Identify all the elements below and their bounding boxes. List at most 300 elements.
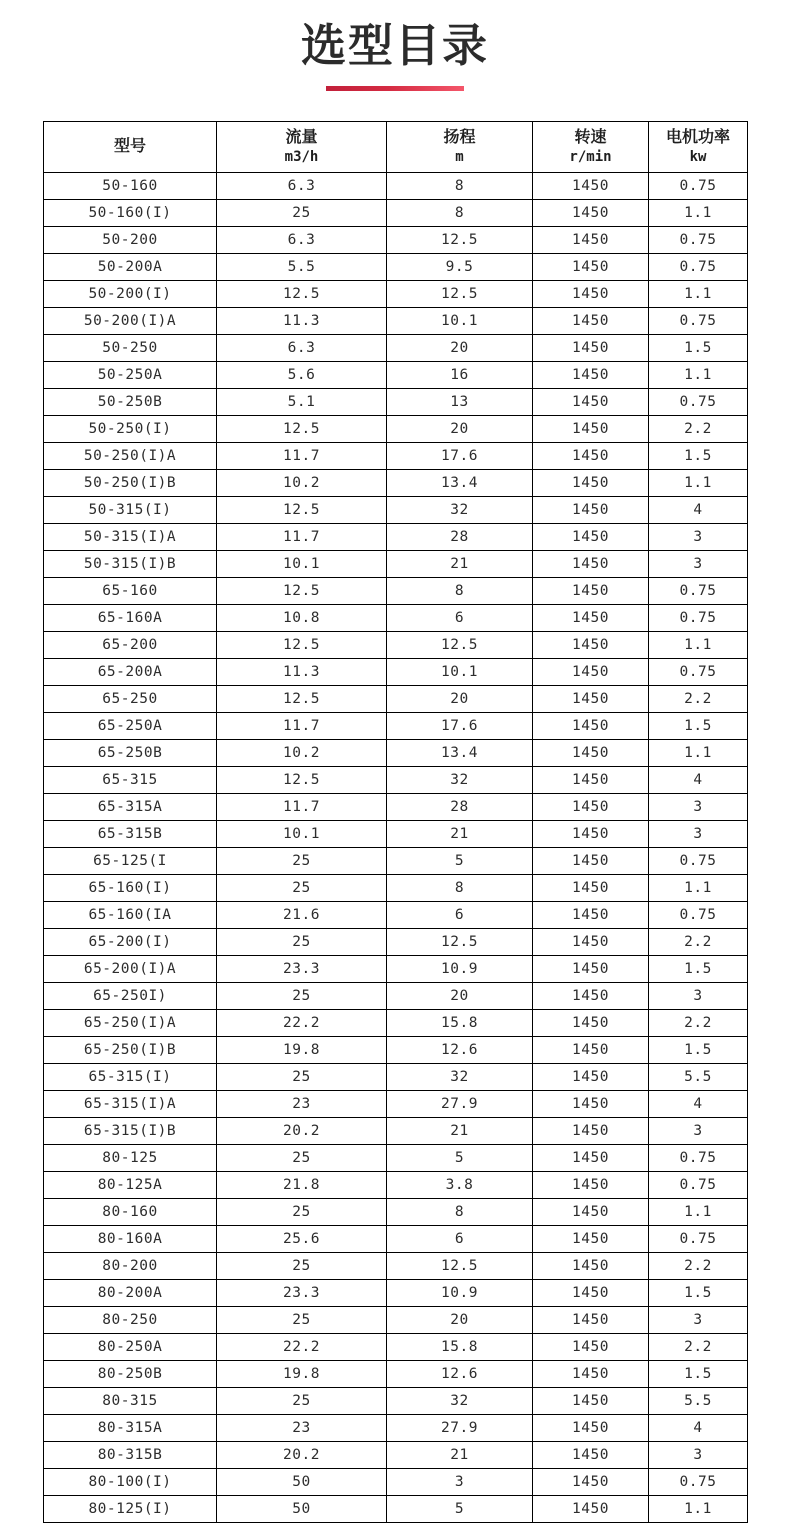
head-cell: 20 bbox=[387, 686, 533, 713]
head-cell: 12.6 bbox=[387, 1361, 533, 1388]
power-cell: 1.1 bbox=[649, 281, 748, 308]
power-cell: 0.75 bbox=[649, 1226, 748, 1253]
speed-cell: 1450 bbox=[533, 740, 649, 767]
head-cell: 10.1 bbox=[387, 308, 533, 335]
head-cell: 21 bbox=[387, 1118, 533, 1145]
flow-cell: 11.7 bbox=[217, 713, 387, 740]
flow-cell: 11.7 bbox=[217, 794, 387, 821]
flow-cell: 23 bbox=[217, 1091, 387, 1118]
power-cell: 3 bbox=[649, 524, 748, 551]
power-cell: 3 bbox=[649, 794, 748, 821]
table-row bbox=[44, 254, 748, 281]
power-cell: 0.75 bbox=[649, 578, 748, 605]
head-cell: 8 bbox=[387, 875, 533, 902]
model-cell: 65-125(I bbox=[44, 848, 217, 875]
table-body bbox=[44, 173, 748, 1523]
model-cell: 80-160 bbox=[44, 1199, 217, 1226]
flow-cell: 25 bbox=[217, 1199, 387, 1226]
flow-cell: 23.3 bbox=[217, 956, 387, 983]
speed-cell: 1450 bbox=[533, 254, 649, 281]
head-cell: 17.6 bbox=[387, 443, 533, 470]
model-cell: 65-200(I) bbox=[44, 929, 217, 956]
flow-cell: 12.5 bbox=[217, 281, 387, 308]
flow-cell: 19.8 bbox=[217, 1361, 387, 1388]
speed-cell: 1450 bbox=[533, 1253, 649, 1280]
head-cell: 28 bbox=[387, 524, 533, 551]
column-label: 流量 bbox=[285, 129, 318, 146]
model-cell: 50-200(I)A bbox=[44, 308, 217, 335]
model-cell: 65-315B bbox=[44, 821, 217, 848]
model-cell: 80-125(I) bbox=[44, 1496, 217, 1523]
speed-cell: 1450 bbox=[533, 1172, 649, 1199]
table-row bbox=[44, 227, 748, 254]
model-cell: 50-160 bbox=[44, 173, 217, 200]
model-cell: 80-250A bbox=[44, 1334, 217, 1361]
head-cell: 16 bbox=[387, 362, 533, 389]
flow-cell: 25 bbox=[217, 929, 387, 956]
power-cell: 1.5 bbox=[649, 1361, 748, 1388]
table-row bbox=[44, 659, 748, 686]
head-cell: 10.9 bbox=[387, 1280, 533, 1307]
power-cell: 3 bbox=[649, 1307, 748, 1334]
speed-cell: 1450 bbox=[533, 1064, 649, 1091]
speed-cell: 1450 bbox=[533, 875, 649, 902]
speed-cell: 1450 bbox=[533, 1199, 649, 1226]
flow-cell: 10.8 bbox=[217, 605, 387, 632]
table-row bbox=[44, 1199, 748, 1226]
speed-cell: 1450 bbox=[533, 605, 649, 632]
flow-cell: 12.5 bbox=[217, 578, 387, 605]
flow-cell: 25 bbox=[217, 1064, 387, 1091]
table-row bbox=[44, 686, 748, 713]
head-cell: 28 bbox=[387, 794, 533, 821]
power-cell: 0.75 bbox=[649, 1145, 748, 1172]
speed-cell: 1450 bbox=[533, 1307, 649, 1334]
power-cell: 1.1 bbox=[649, 1199, 748, 1226]
speed-cell: 1450 bbox=[533, 1010, 649, 1037]
speed-cell: 1450 bbox=[533, 470, 649, 497]
model-cell: 65-250B bbox=[44, 740, 217, 767]
table-row bbox=[44, 1415, 748, 1442]
speed-cell: 1450 bbox=[533, 686, 649, 713]
flow-cell: 50 bbox=[217, 1496, 387, 1523]
model-cell: 65-250(I)B bbox=[44, 1037, 217, 1064]
table-row bbox=[44, 1280, 748, 1307]
flow-cell: 11.3 bbox=[217, 308, 387, 335]
model-cell: 80-125A bbox=[44, 1172, 217, 1199]
speed-cell: 1450 bbox=[533, 767, 649, 794]
power-cell: 3 bbox=[649, 821, 748, 848]
model-cell: 50-160(I) bbox=[44, 200, 217, 227]
table-row bbox=[44, 1172, 748, 1199]
speed-cell: 1450 bbox=[533, 1037, 649, 1064]
head-cell: 13.4 bbox=[387, 740, 533, 767]
power-cell: 3 bbox=[649, 1118, 748, 1145]
model-cell: 50-250(I)A bbox=[44, 443, 217, 470]
head-cell: 10.9 bbox=[387, 956, 533, 983]
head-cell: 8 bbox=[387, 578, 533, 605]
power-cell: 1.1 bbox=[649, 200, 748, 227]
head-cell: 13.4 bbox=[387, 470, 533, 497]
power-cell: 1.5 bbox=[649, 443, 748, 470]
speed-cell: 1450 bbox=[533, 794, 649, 821]
head-cell: 8 bbox=[387, 173, 533, 200]
flow-cell: 12.5 bbox=[217, 632, 387, 659]
table-row bbox=[44, 1442, 748, 1469]
power-cell: 1.1 bbox=[649, 740, 748, 767]
model-cell: 65-160(IA bbox=[44, 902, 217, 929]
head-cell: 5 bbox=[387, 1496, 533, 1523]
power-cell: 2.2 bbox=[649, 686, 748, 713]
flow-cell: 50 bbox=[217, 1469, 387, 1496]
header-row bbox=[44, 122, 748, 173]
power-cell: 0.75 bbox=[649, 1469, 748, 1496]
model-cell: 50-315(I)A bbox=[44, 524, 217, 551]
power-cell: 0.75 bbox=[649, 902, 748, 929]
table-row bbox=[44, 956, 748, 983]
power-cell: 4 bbox=[649, 767, 748, 794]
head-cell: 21 bbox=[387, 821, 533, 848]
model-cell: 65-315(I)A bbox=[44, 1091, 217, 1118]
speed-cell: 1450 bbox=[533, 335, 649, 362]
table-row bbox=[44, 1064, 748, 1091]
speed-cell: 1450 bbox=[533, 821, 649, 848]
head-cell: 15.8 bbox=[387, 1334, 533, 1361]
power-cell: 0.75 bbox=[649, 1172, 748, 1199]
model-cell: 50-250A bbox=[44, 362, 217, 389]
model-cell: 65-200(I)A bbox=[44, 956, 217, 983]
head-cell: 9.5 bbox=[387, 254, 533, 281]
table-row bbox=[44, 875, 748, 902]
flow-cell: 12.5 bbox=[217, 416, 387, 443]
head-cell: 3.8 bbox=[387, 1172, 533, 1199]
model-cell: 80-125 bbox=[44, 1145, 217, 1172]
column-header bbox=[44, 122, 217, 173]
table-row bbox=[44, 848, 748, 875]
model-cell: 65-315 bbox=[44, 767, 217, 794]
table-row bbox=[44, 389, 748, 416]
head-cell: 8 bbox=[387, 1199, 533, 1226]
speed-cell: 1450 bbox=[533, 632, 649, 659]
model-cell: 65-315(I) bbox=[44, 1064, 217, 1091]
column-header bbox=[217, 122, 387, 173]
table-row bbox=[44, 200, 748, 227]
model-cell: 50-315(I)B bbox=[44, 551, 217, 578]
speed-cell: 1450 bbox=[533, 713, 649, 740]
model-cell: 50-200(I) bbox=[44, 281, 217, 308]
model-cell: 65-250(I)A bbox=[44, 1010, 217, 1037]
column-header bbox=[533, 122, 649, 173]
flow-cell: 25 bbox=[217, 1253, 387, 1280]
speed-cell: 1450 bbox=[533, 173, 649, 200]
model-cell: 50-250B bbox=[44, 389, 217, 416]
head-cell: 5 bbox=[387, 1145, 533, 1172]
table-row bbox=[44, 1091, 748, 1118]
model-cell: 65-160 bbox=[44, 578, 217, 605]
speed-cell: 1450 bbox=[533, 551, 649, 578]
head-cell: 12.5 bbox=[387, 1253, 533, 1280]
power-cell: 5.5 bbox=[649, 1064, 748, 1091]
speed-cell: 1450 bbox=[533, 443, 649, 470]
flow-cell: 25 bbox=[217, 1388, 387, 1415]
head-cell: 13 bbox=[387, 389, 533, 416]
table-row bbox=[44, 1145, 748, 1172]
power-cell: 2.2 bbox=[649, 929, 748, 956]
model-cell: 80-315A bbox=[44, 1415, 217, 1442]
table-row bbox=[44, 1010, 748, 1037]
model-cell: 50-315(I) bbox=[44, 497, 217, 524]
head-cell: 21 bbox=[387, 1442, 533, 1469]
flow-cell: 21.8 bbox=[217, 1172, 387, 1199]
power-cell: 1.1 bbox=[649, 875, 748, 902]
flow-cell: 22.2 bbox=[217, 1334, 387, 1361]
table-row bbox=[44, 173, 748, 200]
table-row bbox=[44, 281, 748, 308]
speed-cell: 1450 bbox=[533, 1145, 649, 1172]
speed-cell: 1450 bbox=[533, 1091, 649, 1118]
power-cell: 0.75 bbox=[649, 605, 748, 632]
column-label: 型号 bbox=[113, 138, 146, 155]
table-row bbox=[44, 1361, 748, 1388]
table-row bbox=[44, 821, 748, 848]
speed-cell: 1450 bbox=[533, 956, 649, 983]
power-cell: 1.1 bbox=[649, 362, 748, 389]
power-cell: 0.75 bbox=[649, 227, 748, 254]
flow-cell: 12.5 bbox=[217, 686, 387, 713]
flow-cell: 10.2 bbox=[217, 470, 387, 497]
table-header bbox=[44, 122, 748, 173]
speed-cell: 1450 bbox=[533, 227, 649, 254]
speed-cell: 1450 bbox=[533, 497, 649, 524]
model-cell: 65-200A bbox=[44, 659, 217, 686]
table-row bbox=[44, 362, 748, 389]
flow-cell: 19.8 bbox=[217, 1037, 387, 1064]
head-cell: 12.6 bbox=[387, 1037, 533, 1064]
power-cell: 1.1 bbox=[649, 1496, 748, 1523]
model-cell: 65-250 bbox=[44, 686, 217, 713]
power-cell: 0.75 bbox=[649, 659, 748, 686]
power-cell: 4 bbox=[649, 497, 748, 524]
speed-cell: 1450 bbox=[533, 1118, 649, 1145]
model-cell: 65-200 bbox=[44, 632, 217, 659]
model-cell: 50-250(I) bbox=[44, 416, 217, 443]
model-cell: 80-200A bbox=[44, 1280, 217, 1307]
table-row bbox=[44, 929, 748, 956]
power-cell: 1.5 bbox=[649, 713, 748, 740]
power-cell: 4 bbox=[649, 1415, 748, 1442]
head-cell: 32 bbox=[387, 1064, 533, 1091]
table-row bbox=[44, 416, 748, 443]
table-row bbox=[44, 1253, 748, 1280]
flow-cell: 25 bbox=[217, 200, 387, 227]
head-cell: 20 bbox=[387, 1307, 533, 1334]
flow-cell: 23.3 bbox=[217, 1280, 387, 1307]
speed-cell: 1450 bbox=[533, 1496, 649, 1523]
power-cell: 0.75 bbox=[649, 848, 748, 875]
flow-cell: 22.2 bbox=[217, 1010, 387, 1037]
power-cell: 2.2 bbox=[649, 1010, 748, 1037]
speed-cell: 1450 bbox=[533, 1280, 649, 1307]
model-cell: 80-200 bbox=[44, 1253, 217, 1280]
head-cell: 12.5 bbox=[387, 632, 533, 659]
power-cell: 2.2 bbox=[649, 416, 748, 443]
column-header bbox=[387, 122, 533, 173]
power-cell: 4 bbox=[649, 1091, 748, 1118]
speed-cell: 1450 bbox=[533, 416, 649, 443]
model-cell: 80-250B bbox=[44, 1361, 217, 1388]
head-cell: 32 bbox=[387, 497, 533, 524]
selection-catalog-table bbox=[43, 121, 748, 1523]
model-cell: 65-250I) bbox=[44, 983, 217, 1010]
head-cell: 27.9 bbox=[387, 1091, 533, 1118]
speed-cell: 1450 bbox=[533, 1388, 649, 1415]
page-title: 选型目录 bbox=[300, 20, 489, 71]
table-row bbox=[44, 902, 748, 929]
model-cell: 80-315B bbox=[44, 1442, 217, 1469]
flow-cell: 11.7 bbox=[217, 524, 387, 551]
column-label: 电机功率 bbox=[665, 129, 730, 146]
model-cell: 50-250 bbox=[44, 335, 217, 362]
flow-cell: 6.3 bbox=[217, 173, 387, 200]
table-row bbox=[44, 1226, 748, 1253]
speed-cell: 1450 bbox=[533, 983, 649, 1010]
column-unit: m3/h bbox=[284, 149, 319, 165]
table-row bbox=[44, 605, 748, 632]
speed-cell: 1450 bbox=[533, 362, 649, 389]
flow-cell: 25 bbox=[217, 983, 387, 1010]
column-label: 转速 bbox=[574, 129, 607, 146]
speed-cell: 1450 bbox=[533, 848, 649, 875]
flow-cell: 25 bbox=[217, 875, 387, 902]
model-cell: 65-160A bbox=[44, 605, 217, 632]
power-cell: 0.75 bbox=[649, 308, 748, 335]
model-cell: 80-250 bbox=[44, 1307, 217, 1334]
table-row bbox=[44, 578, 748, 605]
table-row bbox=[44, 551, 748, 578]
speed-cell: 1450 bbox=[533, 1334, 649, 1361]
power-cell: 5.5 bbox=[649, 1388, 748, 1415]
speed-cell: 1450 bbox=[533, 389, 649, 416]
speed-cell: 1450 bbox=[533, 1361, 649, 1388]
power-cell: 0.75 bbox=[649, 254, 748, 281]
table-row bbox=[44, 740, 748, 767]
head-cell: 3 bbox=[387, 1469, 533, 1496]
power-cell: 1.5 bbox=[649, 1280, 748, 1307]
model-cell: 80-315 bbox=[44, 1388, 217, 1415]
power-cell: 3 bbox=[649, 551, 748, 578]
table-row bbox=[44, 1307, 748, 1334]
head-cell: 21 bbox=[387, 551, 533, 578]
head-cell: 20 bbox=[387, 416, 533, 443]
table-row bbox=[44, 794, 748, 821]
model-cell: 65-160(I) bbox=[44, 875, 217, 902]
speed-cell: 1450 bbox=[533, 1469, 649, 1496]
column-unit: m bbox=[455, 149, 464, 165]
flow-cell: 20.2 bbox=[217, 1442, 387, 1469]
flow-cell: 11.7 bbox=[217, 443, 387, 470]
table-row bbox=[44, 497, 748, 524]
table-row bbox=[44, 470, 748, 497]
power-cell: 2.2 bbox=[649, 1253, 748, 1280]
column-unit: kw bbox=[689, 149, 707, 165]
speed-cell: 1450 bbox=[533, 578, 649, 605]
power-cell: 3 bbox=[649, 1442, 748, 1469]
table-row bbox=[44, 1037, 748, 1064]
model-cell: 80-100(I) bbox=[44, 1469, 217, 1496]
model-cell: 80-160A bbox=[44, 1226, 217, 1253]
model-cell: 65-315A bbox=[44, 794, 217, 821]
flow-cell: 25.6 bbox=[217, 1226, 387, 1253]
flow-cell: 12.5 bbox=[217, 497, 387, 524]
power-cell: 1.1 bbox=[649, 470, 748, 497]
power-cell: 1.5 bbox=[649, 335, 748, 362]
head-cell: 6 bbox=[387, 902, 533, 929]
model-cell: 50-250(I)B bbox=[44, 470, 217, 497]
model-cell: 65-250A bbox=[44, 713, 217, 740]
flow-cell: 25 bbox=[217, 1145, 387, 1172]
head-cell: 12.5 bbox=[387, 929, 533, 956]
table-row bbox=[44, 524, 748, 551]
table-row bbox=[44, 1496, 748, 1523]
speed-cell: 1450 bbox=[533, 659, 649, 686]
power-cell: 1.1 bbox=[649, 632, 748, 659]
speed-cell: 1450 bbox=[533, 524, 649, 551]
head-cell: 32 bbox=[387, 1388, 533, 1415]
speed-cell: 1450 bbox=[533, 1442, 649, 1469]
table-row bbox=[44, 1334, 748, 1361]
power-cell: 3 bbox=[649, 983, 748, 1010]
model-cell: 65-315(I)B bbox=[44, 1118, 217, 1145]
flow-cell: 21.6 bbox=[217, 902, 387, 929]
head-cell: 17.6 bbox=[387, 713, 533, 740]
speed-cell: 1450 bbox=[533, 308, 649, 335]
power-cell: 1.5 bbox=[649, 956, 748, 983]
head-cell: 15.8 bbox=[387, 1010, 533, 1037]
table-row bbox=[44, 713, 748, 740]
flow-cell: 10.1 bbox=[217, 551, 387, 578]
column-unit: r/min bbox=[569, 149, 612, 165]
table-row bbox=[44, 308, 748, 335]
flow-cell: 12.5 bbox=[217, 767, 387, 794]
speed-cell: 1450 bbox=[533, 1226, 649, 1253]
table-row bbox=[44, 1388, 748, 1415]
flow-cell: 11.3 bbox=[217, 659, 387, 686]
head-cell: 20 bbox=[387, 983, 533, 1010]
head-cell: 27.9 bbox=[387, 1415, 533, 1442]
flow-cell: 25 bbox=[217, 848, 387, 875]
head-cell: 5 bbox=[387, 848, 533, 875]
model-cell: 50-200A bbox=[44, 254, 217, 281]
flow-cell: 5.1 bbox=[217, 389, 387, 416]
speed-cell: 1450 bbox=[533, 1415, 649, 1442]
head-cell: 8 bbox=[387, 200, 533, 227]
table-row bbox=[44, 443, 748, 470]
speed-cell: 1450 bbox=[533, 281, 649, 308]
flow-cell: 6.3 bbox=[217, 227, 387, 254]
head-cell: 20 bbox=[387, 335, 533, 362]
flow-cell: 20.2 bbox=[217, 1118, 387, 1145]
speed-cell: 1450 bbox=[533, 929, 649, 956]
table-row bbox=[44, 1118, 748, 1145]
head-cell: 32 bbox=[387, 767, 533, 794]
flow-cell: 10.2 bbox=[217, 740, 387, 767]
flow-cell: 25 bbox=[217, 1307, 387, 1334]
column-label: 扬程 bbox=[443, 129, 476, 146]
power-cell: 0.75 bbox=[649, 173, 748, 200]
table-row bbox=[44, 983, 748, 1010]
title-underline-accent bbox=[326, 86, 464, 91]
head-cell: 12.5 bbox=[387, 227, 533, 254]
